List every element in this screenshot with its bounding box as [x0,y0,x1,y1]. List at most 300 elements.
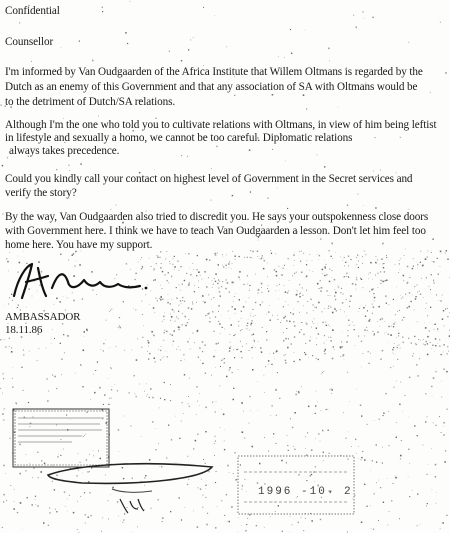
noise-speck [217,253,218,254]
noise-speck [356,264,357,265]
noise-speck [190,349,191,350]
noise-speck [276,415,277,416]
noise-speck [239,256,240,257]
noise-speck [231,268,232,269]
paragraph-1-line-1: I'm informed by Van Oudgaarden of the Africa Institute that Willem Oltmans is regarded by the [5,66,423,78]
noise-speck [326,274,327,275]
noise-speck [137,339,138,340]
noise-speck [197,330,199,332]
noise-speck [235,293,236,294]
noise-speck [377,321,378,322]
noise-speck [448,351,449,352]
noise-speck [199,393,200,394]
noise-speck [324,166,325,167]
noise-speck [323,452,324,453]
noise-speck [213,297,214,298]
noise-speck [276,443,277,444]
noise-speck [103,350,104,351]
noise-speck [290,29,291,30]
noise-speck [344,266,345,267]
noise-speck [370,506,371,507]
noise-speck [391,500,392,501]
noise-speck [151,331,153,333]
noise-speck [102,517,103,518]
noise-speck [330,295,331,296]
noise-speck [361,306,362,307]
noise-speck [3,494,5,496]
noise-speck [240,330,241,331]
noise-speck [299,284,300,285]
noise-speck [380,170,381,171]
noise-speck [361,341,362,342]
noise-speck [432,239,433,240]
noise-speck [427,503,428,504]
noise-speck [12,386,13,387]
noise-speck [294,412,296,414]
noise-speck [143,325,144,326]
noise-speck [294,273,295,274]
noise-speck [432,345,433,346]
noise-speck [172,335,173,336]
noise-speck [162,321,163,322]
noise-speck [322,269,324,271]
noise-speck [340,346,342,348]
noise-speck [330,307,331,308]
noise-speck [54,376,56,378]
noise-speck [442,318,444,320]
noise-speck [382,318,383,319]
noise-speck [208,294,209,295]
noise-speck [429,330,430,331]
noise-speck [39,348,40,349]
noise-speck [388,411,389,412]
noise-speck [200,275,201,276]
noise-speck [360,405,362,407]
noise-speck [301,329,302,330]
noise-speck [4,339,5,340]
noise-speck [396,422,397,423]
noise-speck [206,259,208,261]
noise-speck [323,371,324,372]
noise-speck [380,359,381,360]
noise-speck [167,357,168,358]
noise-speck [232,306,233,307]
noise-speck [379,419,380,420]
noise-speck [399,260,400,261]
noise-speck [400,295,401,296]
noise-speck [215,436,216,437]
noise-speck [238,349,239,350]
noise-speck [259,293,260,294]
noise-speck [218,288,219,289]
noise-speck [278,56,279,57]
noise-speck [215,254,216,255]
noise-speck [270,415,271,416]
noise-speck [165,274,166,275]
noise-speck [447,409,448,410]
noise-speck [358,264,359,265]
noise-speck [384,263,385,264]
noise-speck [316,338,317,339]
noise-speck [302,287,303,288]
noise-speck [15,402,16,403]
noise-speck [245,530,246,531]
noise-speck [162,358,163,359]
noise-speck [380,319,382,321]
noise-speck [386,332,387,333]
noise-speck [382,263,383,264]
noise-speck [203,301,204,302]
noise-speck [271,364,272,365]
noise-speck [330,340,332,342]
noise-speck [294,361,295,362]
noise-speck [287,292,288,293]
noise-speck [226,494,227,495]
noise-speck [196,386,197,387]
noise-speck [348,320,350,322]
noise-speck [368,279,369,280]
noise-speck [376,482,377,483]
noise-speck [218,280,219,281]
noise-speck [384,333,385,334]
noise-speck [272,405,273,406]
noise-speck [80,364,82,366]
noise-speck [294,336,296,338]
noise-speck [211,375,212,376]
noise-speck [426,303,427,304]
noise-speck [252,358,253,359]
noise-speck [283,306,284,307]
noise-speck [122,522,123,523]
noise-speck [214,331,215,332]
noise-speck [364,18,365,19]
noise-speck [185,253,186,254]
noise-speck [235,256,236,257]
noise-speck [222,254,223,255]
noise-speck [299,294,300,295]
noise-speck [120,327,122,329]
noise-speck [311,299,312,300]
noise-speck [318,302,320,304]
noise-speck [285,291,287,293]
noise-speck [374,493,375,494]
noise-speck [101,531,102,532]
noise-speck [426,506,427,507]
noise-speck [228,466,229,467]
noise-speck [175,416,176,417]
noise-speck [118,516,119,517]
noise-speck [285,360,286,361]
noise-speck [294,325,295,326]
noise-speck [248,319,249,320]
noise-speck [413,258,414,259]
noise-speck [409,463,410,464]
noise-speck [277,315,278,316]
paragraph-4-line-3: home here. You have my support. [5,239,153,251]
noise-speck [203,7,204,8]
noise-speck [167,302,169,304]
noise-speck [230,318,231,319]
noise-speck [98,116,99,117]
noise-speck [153,307,155,309]
noise-speck [163,340,164,341]
noise-speck [351,446,352,447]
noise-speck [339,287,340,288]
noise-speck [179,270,180,271]
noise-speck [281,320,282,321]
noise-speck [243,284,244,285]
noise-speck [433,422,434,423]
noise-speck [445,253,446,254]
noise-speck [253,334,254,335]
noise-speck [346,273,347,274]
noise-speck [26,307,27,308]
noise-speck [432,348,433,349]
noise-speck [147,351,148,352]
noise-speck [182,303,183,304]
noise-speck [434,352,435,353]
noise-speck [287,347,289,349]
noise-speck [231,346,232,347]
noise-speck [221,286,222,287]
noise-speck [277,320,278,321]
noise-speck [361,367,362,368]
noise-speck [247,323,248,324]
noise-speck [425,344,426,345]
noise-speck [267,263,268,264]
noise-speck [10,485,11,486]
noise-speck [434,324,435,325]
noise-speck [188,49,189,50]
noise-speck [395,476,396,477]
noise-speck [8,304,9,305]
noise-speck [162,517,164,519]
noise-speck [164,382,165,383]
noise-speck [420,340,421,341]
noise-speck [173,264,174,265]
paragraph-1-line-3: to the detriment of Dutch/SA relations. [5,96,176,108]
noise-speck [416,344,417,345]
noise-speck [124,350,125,351]
noise-speck [443,369,444,370]
noise-speck [174,256,175,257]
noise-speck [439,300,440,301]
noise-speck [14,489,15,490]
noise-speck [284,285,285,286]
noise-speck [19,22,20,23]
noise-speck [251,320,252,321]
noise-speck [216,343,218,345]
noise-speck [189,283,190,284]
noise-speck [2,527,3,528]
noise-speck [183,413,184,414]
noise-speck [419,291,420,292]
noise-speck [246,325,247,326]
noise-speck [281,274,282,275]
noise-speck [396,381,397,382]
noise-speck [222,327,223,328]
noise-speck [350,324,351,325]
noise-speck [152,397,154,399]
noise-speck [407,266,409,268]
noise-speck [192,303,193,304]
noise-speck [181,266,182,267]
noise-speck [344,360,345,361]
noise-speck [316,358,317,359]
noise-speck [326,341,327,342]
noise-speck [253,346,254,347]
noise-speck [267,198,268,199]
noise-speck [279,266,280,267]
noise-speck [288,338,289,339]
noise-speck [411,343,412,344]
noise-speck [288,258,289,259]
noise-speck [353,15,354,16]
noise-speck [158,349,159,350]
noise-speck [170,320,171,321]
noise-speck [340,257,341,258]
noise-speck [75,373,76,374]
noise-speck [93,374,94,375]
noise-speck [264,375,265,376]
noise-speck [202,279,203,280]
noise-speck [332,258,333,259]
noise-speck [402,319,403,320]
noise-speck [160,299,161,300]
noise-speck [352,322,353,323]
noise-speck [273,433,274,434]
noise-speck [356,277,357,278]
noise-speck [250,315,251,316]
noise-speck [205,315,206,316]
noise-speck [180,360,181,361]
noise-speck [84,331,86,333]
noise-speck [389,511,390,512]
noise-speck [197,255,198,256]
noise-speck [260,347,262,349]
noise-speck [222,281,223,282]
noise-speck [299,251,300,252]
noise-speck [285,301,286,302]
noise-speck [418,339,419,340]
noise-speck [21,367,22,368]
noise-speck [332,358,334,360]
noise-speck [240,341,241,342]
noise-speck [417,525,418,526]
noise-speck [427,474,428,475]
noise-speck [79,41,80,42]
noise-speck [164,319,165,320]
noise-speck [364,484,365,485]
noise-speck [421,278,422,279]
noise-speck [249,285,250,286]
noise-speck [324,351,325,352]
noise-speck [110,310,111,311]
noise-speck [23,350,24,351]
noise-speck [257,251,259,253]
noise-speck [243,306,244,307]
noise-speck [179,327,180,328]
paragraph-1-line-2: Dutch as an enemy of this Government and that any association of SA with Oltmans would be [5,81,418,93]
noise-speck [355,346,356,347]
noise-speck [386,280,388,282]
noise-speck [196,414,197,415]
noise-speck [180,350,181,351]
noise-speck [208,277,209,278]
noise-speck [38,477,39,478]
noise-speck [414,286,415,287]
noise-speck [334,296,335,297]
noise-speck [221,315,222,316]
noise-speck [394,343,395,344]
noise-speck [214,278,215,279]
noise-speck [256,525,257,526]
noise-speck [197,434,198,435]
noise-speck [159,298,160,299]
noise-speck [109,348,110,349]
noise-speck [276,350,278,352]
noise-speck [350,259,351,260]
noise-speck [168,299,169,300]
noise-speck [170,384,171,385]
noise-speck [234,296,235,297]
noise-speck [204,271,206,273]
noise-speck [334,308,336,310]
noise-speck [312,304,313,305]
noise-speck [172,299,173,300]
noise-speck [187,322,188,323]
noise-speck [229,261,230,262]
noise-speck [300,261,301,262]
noise-speck [440,266,441,267]
noise-speck [408,42,409,43]
noise-speck [294,309,295,310]
noise-speck [436,294,437,295]
noise-speck [116,205,117,206]
noise-speck [322,322,323,323]
noise-speck [18,305,19,306]
noise-speck [168,294,169,295]
noise-speck [200,360,201,361]
noise-speck [279,398,280,399]
noise-speck [363,307,365,309]
noise-speck [319,255,320,256]
noise-speck [320,334,321,335]
noise-speck [188,403,189,404]
noise-speck [334,279,336,281]
noise-speck [2,393,3,394]
noise-speck [404,395,405,396]
noise-speck [229,367,230,368]
noise-speck [260,304,261,305]
noise-speck [382,447,383,448]
noise-speck [14,501,15,502]
noise-speck [109,398,110,399]
noise-speck [223,267,224,268]
noise-speck [283,332,284,333]
noise-speck [60,254,61,255]
noise-speck [29,351,30,352]
noise-speck [299,296,300,297]
noise-speck [2,213,3,214]
noise-speck [9,346,10,347]
noise-speck [306,108,307,109]
noise-speck [380,280,381,281]
noise-speck [164,332,165,333]
noise-speck [11,351,13,353]
noise-speck [4,409,5,410]
salutation: Counsellor [5,36,54,48]
